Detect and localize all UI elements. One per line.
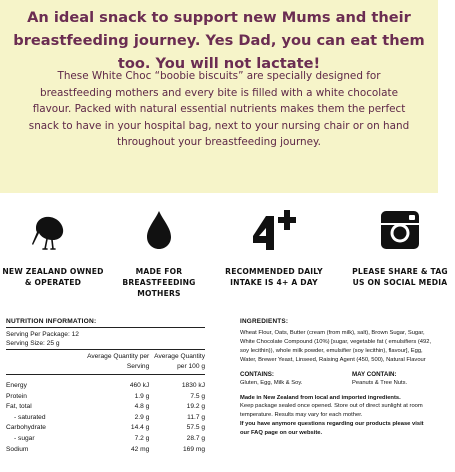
may-contain-title: MAY CONTAIN: <box>352 370 397 378</box>
contains-text: Gluten, Egg, Milk & Soy. <box>240 379 303 386</box>
ingredients-text: Wheat Flour, Oats, Butter (cream (from milk), salt), Brown Sugar, Sugar, White Chocolate Compound (10%) [sugar, vegetable fat ( emulsifiers (492, soy lecithin)), whole milk powder, emulsifier (soy lecithin), flavour], Egg, Water, Brewer Yeast, Linseed, Raising Agent (450, 500), Natural Flavour <box>240 329 432 363</box>
feature-social-label: PLEASE SHARE & TAG US ON SOCIAL MEDIA <box>352 267 448 287</box>
per-100g-value: 57.5 g <box>186 424 205 432</box>
nutrient-name: Fat, total <box>6 403 32 411</box>
hero-intro-text: These White Choc “boobie biscuits” are specially designed for breastfeeding mothers and every bite is filled with a white chocolate flavour. Packed with natural essential nutrients makes them the perfect snack to have in your hospital bag, next to your nursing chair or on hand throughout your breastfeeding journey. <box>28 70 410 149</box>
feature-daily-intake-label: RECOMMENDED DAILY INTAKE IS 4+ A DAY <box>225 267 323 287</box>
feature-breastfeeding <box>104 205 214 299</box>
hero-banner <box>0 0 438 193</box>
milk-drop-icon <box>104 205 214 255</box>
contains-title: CONTAINS: <box>240 370 274 378</box>
per-serving-value: 7.2 g <box>134 434 150 442</box>
table-row <box>6 445 205 456</box>
table-row <box>6 413 205 424</box>
kiwi-bird-icon <box>0 205 108 255</box>
serving-size: Serving Size: 25 g <box>6 340 60 347</box>
table-row <box>6 392 205 403</box>
four-plus-icon <box>219 205 329 255</box>
storage-note: Keep package sealed once opened. Store out of direct sunlight at room temperature. Results may vary for each mother. <box>240 403 423 419</box>
feature-daily-intake <box>219 205 329 288</box>
allergen-info <box>240 370 432 388</box>
nutrition-panel <box>6 318 205 455</box>
per-serving-value: 2.9 g <box>134 413 150 421</box>
feature-breastfeeding-label: MADE FOR BREASTFEEDING MOTHERS <box>122 267 196 298</box>
feature-icons-row <box>0 205 448 305</box>
instagram-icon[interactable] <box>345 205 455 255</box>
product-notes <box>240 394 432 439</box>
per-100g-value: 169 mg <box>183 445 205 453</box>
feature-social <box>345 205 455 288</box>
per-100g-value: 1830 kJ <box>181 382 205 389</box>
may-contain-text: Peanuts & Tree Nuts. <box>352 379 408 386</box>
table-row <box>6 434 205 445</box>
nutrient-name: - saturated <box>14 413 46 421</box>
ingredients-panel <box>240 318 432 438</box>
nutrient-name: Protein <box>6 392 27 400</box>
column-header-per-100g: Average Quantity per 100 g <box>149 350 205 375</box>
nutrient-name: Carbohydrate <box>6 424 46 432</box>
nutrient-name: Energy <box>6 382 27 389</box>
per-serving-value: 4.8 g <box>134 403 150 411</box>
made-in-note: Made in New Zealand from local and imported ingredients. <box>240 394 401 401</box>
nutrition-table <box>6 350 205 455</box>
nutrition-title: NUTRITION INFORMATION: <box>6 318 205 328</box>
column-header-per-serving: Average Quantity per Serving <box>82 350 150 375</box>
per-serving-value: 1.9 g <box>134 392 150 400</box>
table-row <box>6 423 205 434</box>
faq-note: If you have anymore questions regarding our products please visit our FAQ page on our website. <box>240 421 424 437</box>
per-100g-value: 11.7 g <box>187 413 205 421</box>
nutrient-name: - sugar <box>14 434 35 442</box>
per-100g-value: 7.5 g <box>190 392 205 400</box>
ingredients-title: INGREDIENTS: <box>240 318 289 325</box>
per-100g-value: 28.7 g <box>186 434 205 442</box>
hero-headline: An ideal snack to support new Mums and their breastfeeding journey. Yes Dad, you can eat them too. You will not lactate! <box>13 9 425 72</box>
nutrition-serving-info <box>6 328 205 350</box>
per-serving-value: 460 kJ <box>129 382 150 389</box>
per-serving-value: 14.4 g <box>130 424 150 432</box>
per-serving-value: 42 mg <box>130 445 150 453</box>
table-row <box>6 375 205 392</box>
feature-nz-owned-label: NEW ZEALAND OWNED & OPERATED <box>2 267 104 287</box>
nutrient-name: Sodium <box>6 445 29 453</box>
per-100g-value: 19.2 g <box>186 403 205 411</box>
table-row <box>6 402 205 413</box>
feature-nz-owned <box>0 205 108 288</box>
servings-per-package: Serving Per Package: 12 <box>6 331 79 338</box>
